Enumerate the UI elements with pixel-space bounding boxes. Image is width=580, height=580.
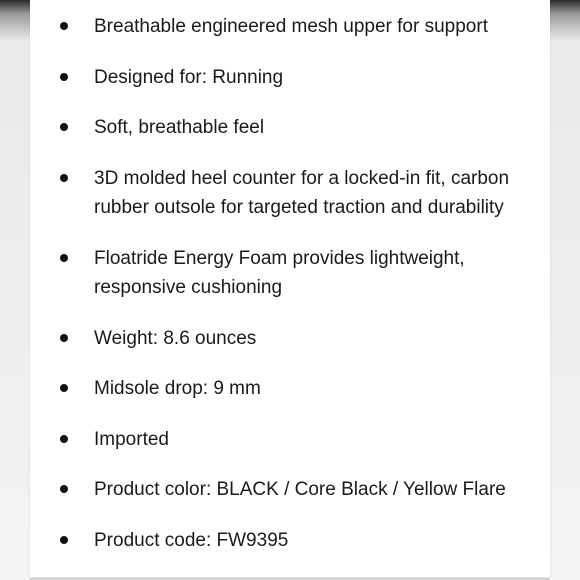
feature-text: Breathable engineered mesh upper for support	[94, 16, 488, 37]
list-item	[30, 526, 550, 556]
feature-text: Designed for: Running	[94, 66, 284, 88]
feature-text: Weight: 8.6 ounces	[94, 327, 257, 349]
list-item	[30, 374, 550, 404]
right-edge-shadow	[550, 0, 580, 580]
list-item	[30, 425, 550, 455]
list-item	[30, 12, 550, 42]
bullet-icon	[60, 536, 68, 544]
bullet-icon	[60, 435, 68, 443]
product-details-card	[30, 0, 550, 578]
feature-text: 3D molded heel counter for a locked-in fit, carbon rubber outsole for targeted traction and durability	[94, 167, 510, 218]
bullet-icon	[60, 384, 68, 392]
list-item	[30, 164, 550, 223]
bullet-icon	[60, 73, 68, 81]
feature-text: Soft, breathable feel	[94, 117, 265, 138]
list-item	[30, 113, 550, 143]
feature-text: Floatride Energy Foam provides lightweight, responsive cushioning	[94, 247, 465, 298]
bullet-icon	[60, 485, 68, 493]
list-item	[30, 475, 550, 505]
feature-text: Midsole drop: 9 mm	[94, 378, 261, 399]
feature-list	[30, 12, 550, 576]
left-edge-shadow	[0, 0, 30, 580]
list-item	[30, 324, 550, 354]
feature-text: Product code: FW9395	[94, 529, 289, 551]
bullet-icon	[60, 254, 68, 262]
feature-text: Product color: BLACK / Core Black / Yellow Flare	[94, 479, 506, 500]
bullet-icon	[60, 22, 68, 30]
bullet-icon	[60, 174, 68, 182]
list-item	[30, 244, 550, 303]
feature-text: Imported	[94, 428, 169, 450]
bullet-icon	[60, 123, 68, 131]
list-item	[30, 63, 550, 93]
bullet-icon	[60, 334, 68, 342]
